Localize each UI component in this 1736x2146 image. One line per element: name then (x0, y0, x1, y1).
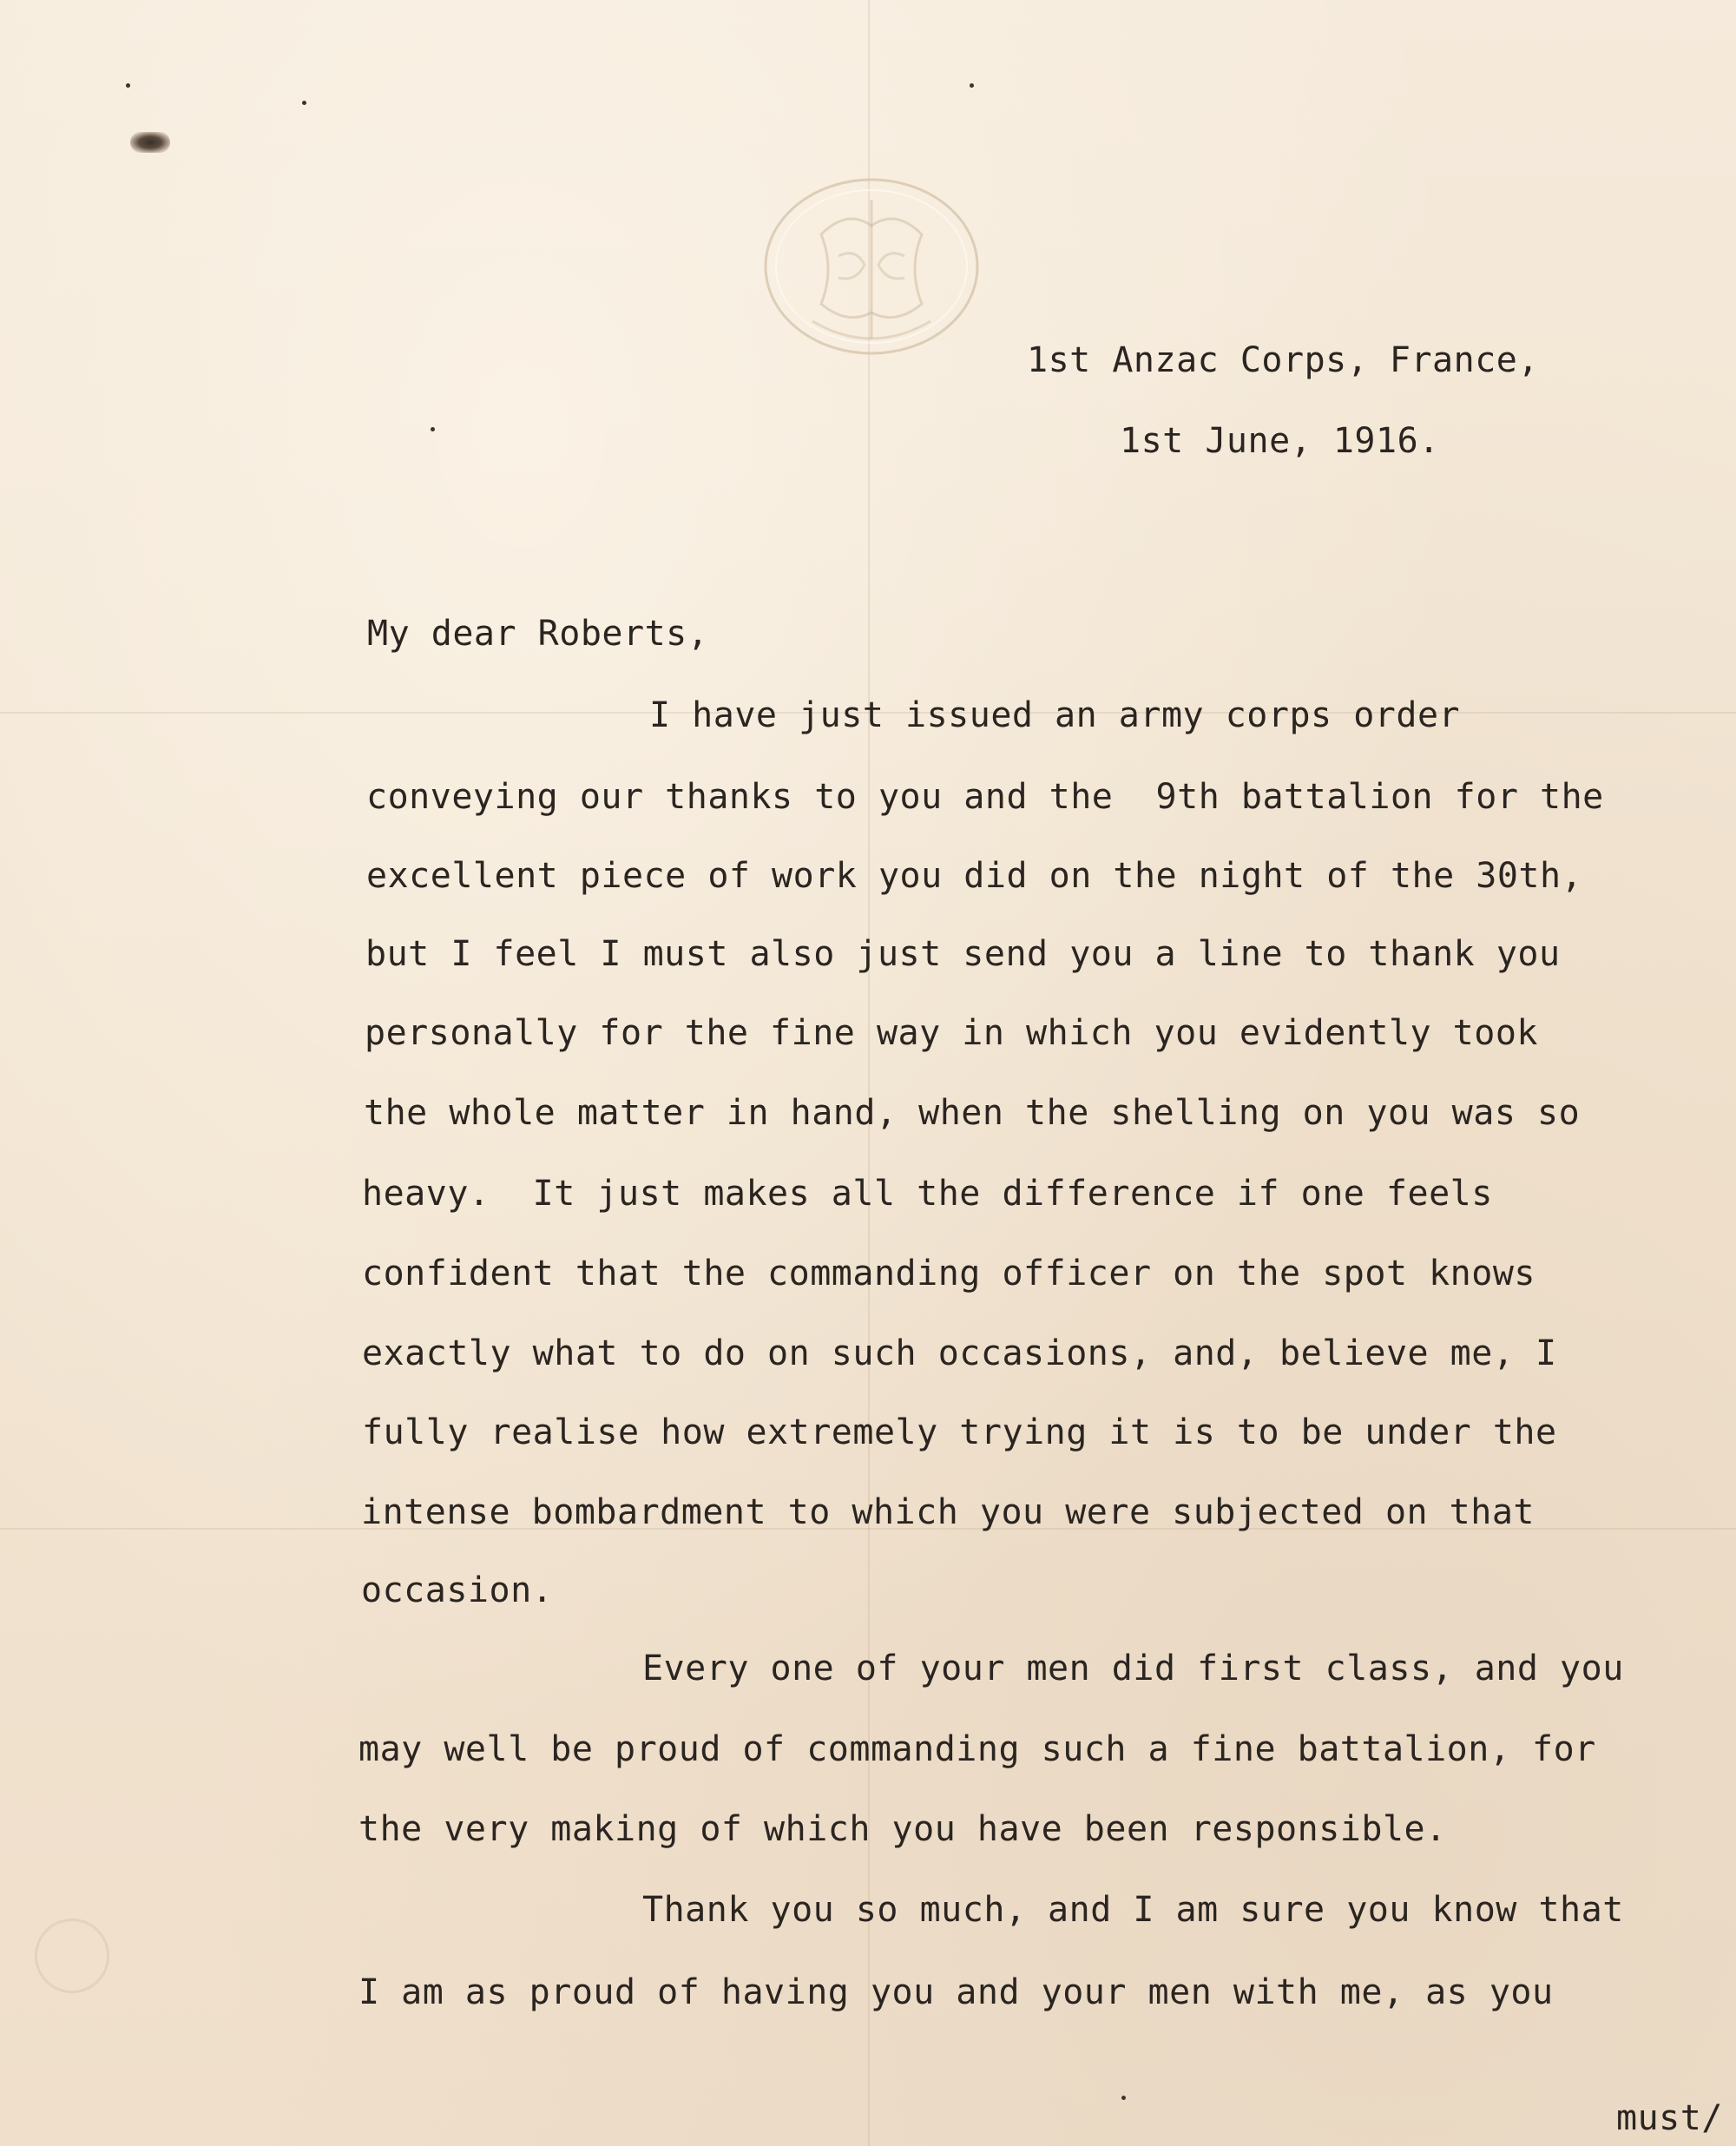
body-line: excellent piece of work you did on the night of the 30th, (366, 856, 1583, 896)
body-line: occasion. (361, 1570, 554, 1610)
body-line: personally for the fine way in which you evidently took (365, 1013, 1539, 1053)
body-line: conveying our thanks to you and the 9th battalion for the (366, 777, 1604, 817)
body-line: Thank you so much, and I am sure you know that (642, 1890, 1624, 1930)
body-line: the whole matter in hand, when the shelling on you was so (364, 1093, 1581, 1133)
body-line: confident that the commanding officer on the spot knows (362, 1254, 1536, 1294)
ink-speck (302, 101, 306, 105)
paper-stain (35, 1919, 109, 1993)
embossed-seal-icon (760, 174, 983, 359)
body-line: I have just issued an army corps order (649, 695, 1461, 735)
ink-speck (970, 83, 974, 88)
body-line: may well be proud of commanding such a fine battalion, for (358, 1729, 1596, 1769)
body-line: heavy. It just makes all the difference if one feels (362, 1174, 1493, 1214)
body-line: but I feel I must also just send you a line to thank you (365, 934, 1561, 974)
catchword: must/ (1616, 2098, 1723, 2138)
body-line: the very making of which you have been responsible. (358, 1809, 1447, 1849)
sender-address: 1st Anzac Corps, France, (1027, 340, 1539, 380)
letter-date: 1st June, 1916. (1120, 421, 1440, 461)
ink-speck (431, 427, 435, 431)
ink-speck (126, 83, 130, 88)
punch-hole (130, 132, 170, 153)
body-line: Every one of your men did first class, and you (642, 1649, 1624, 1688)
salutation: My dear Roberts, (367, 614, 709, 654)
ink-speck (1121, 2096, 1126, 2100)
body-line: intense bombardment to which you were subjected on that (361, 1492, 1535, 1532)
body-line: I am as proud of having you and your men with me, as you (358, 1972, 1554, 2012)
body-line: exactly what to do on such occasions, and, believe me, I (362, 1333, 1557, 1373)
body-line: fully realise how extremely trying it is to be under the (362, 1412, 1557, 1452)
